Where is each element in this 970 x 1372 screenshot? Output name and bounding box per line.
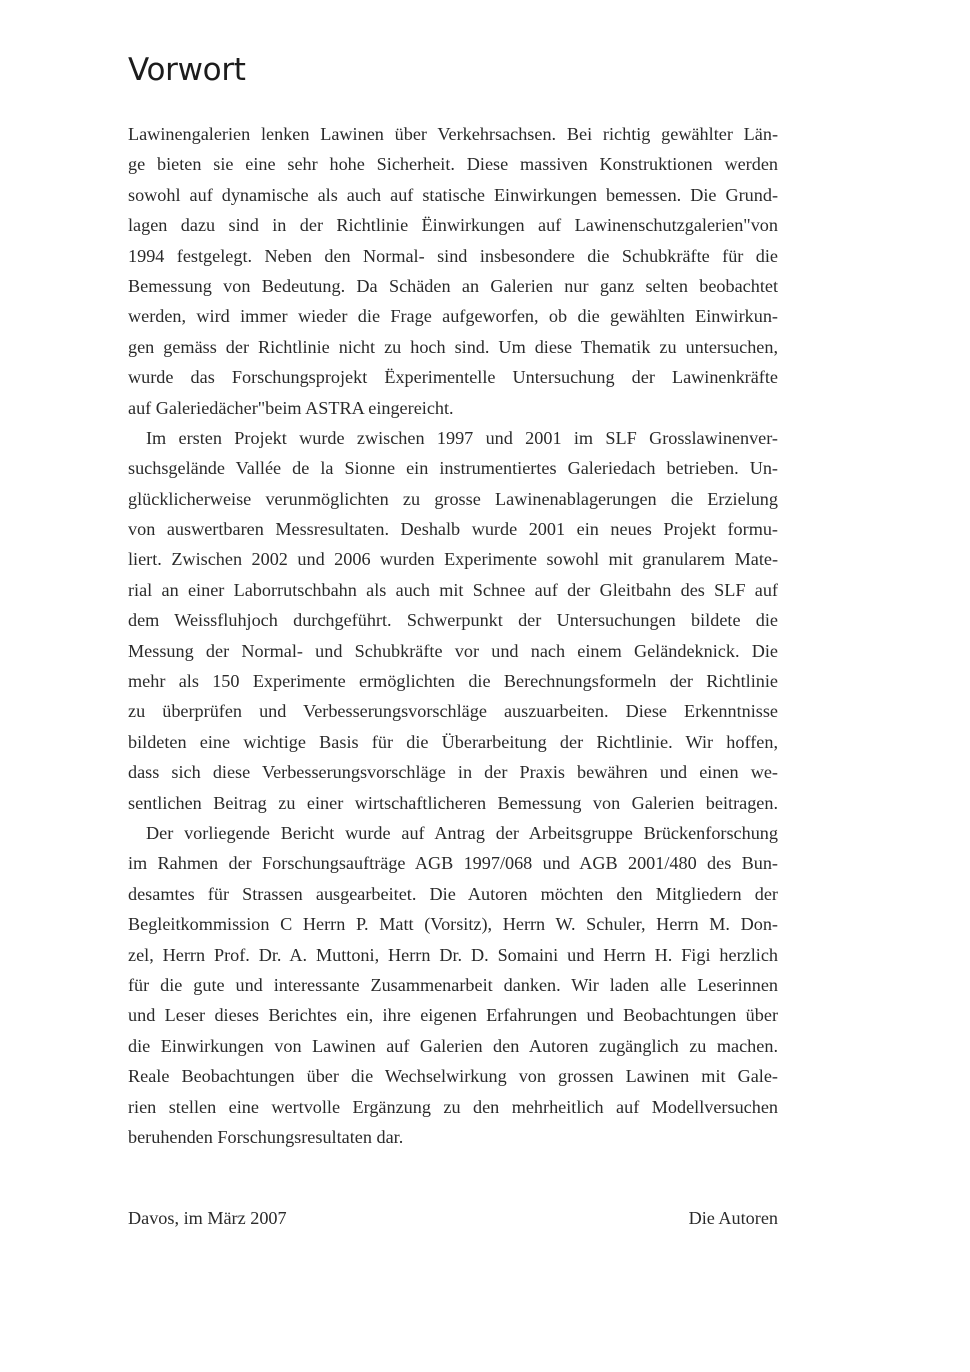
- text-line: wurde das Forschungsprojekt Ëxperimentelle Untersuchung der Lawinenkräfte: [128, 367, 778, 388]
- text-line: sowohl auf dynamische als auch auf statische Einwirkungen bemessen. Die Grund-: [128, 184, 778, 205]
- text-line: auf Galeriedächer"beim ASTRA eingereicht.: [128, 397, 454, 418]
- text-line: Begleitkommission C Herrn P. Matt (Vorsitz), Herrn W. Schuler, Herrn M. Don-: [128, 914, 778, 935]
- text-line: zel, Herrn Prof. Dr. A. Muttoni, Herrn Dr. D. Somaini und Herrn H. Figi herzlich: [128, 944, 778, 965]
- text-line: Bemessung von Bedeutung. Da Schäden an Galerien nur ganz selten beobachtet: [128, 275, 778, 296]
- text-line: beruhenden Forschungsresultaten dar.: [128, 1126, 404, 1147]
- body-text: [128, 119, 778, 1152]
- text-line: zu überprüfen und Verbesserungsvorschläge auszuarbeiten. Diese Erkenntnisse: [128, 701, 778, 722]
- text-line: die Einwirkungen von Lawinen auf Galerien den Autoren zugänglich zu machen.: [128, 1035, 778, 1056]
- text-line: rien stellen eine wertvolle Ergänzung zu den mehrheitlich auf Modellversuchen: [128, 1096, 778, 1117]
- text-line: und Leser dieses Berichtes ein, ihre eigenen Erfahrungen und Beobachtungen über: [128, 1005, 778, 1026]
- text-line: suchsgelände Vallée de la Sionne ein instrumentiertes Galeriedach betrieben. Un-: [128, 458, 778, 479]
- text-line: bildeten eine wichtige Basis für die Überarbeitung der Richtlinie. Wir hoffen,: [128, 731, 778, 752]
- signature: Die Autoren: [688, 1208, 778, 1228]
- text-line: im Rahmen der Forschungsaufträge AGB 1997/068 und AGB 2001/480 des Bun-: [128, 853, 778, 874]
- text-line: Der vorliegende Bericht wurde auf Antrag der Arbeitsgruppe Brückenforschung: [146, 822, 778, 843]
- text-line: sentlichen Beitrag zu einer wirtschaftlicheren Bemessung von Galerien beitragen.: [128, 792, 778, 813]
- text-line: mehr als 150 Experimente ermöglichten die Berechnungsformeln der Richtlinie: [128, 671, 778, 692]
- text-line: Messung der Normal- und Schubkräfte vor und nach einem Geländeknick. Die: [128, 640, 778, 661]
- text-line: lagen dazu sind in der Richtlinie Ëinwirkungen auf Lawinenschutzgalerien"von: [128, 215, 778, 236]
- place-date: Davos, im März 2007: [128, 1208, 287, 1228]
- text-line: dass sich diese Verbesserungsvorschläge in der Praxis bewähren und einen we-: [128, 762, 778, 783]
- text-line: für die gute und interessante Zusammenarbeit danken. Wir laden alle Leserinnen: [128, 974, 778, 995]
- text-line: Reale Beobachtungen über die Wechselwirkung von grossen Lawinen mit Gale-: [128, 1066, 778, 1087]
- text-line: desamtes für Strassen ausgearbeitet. Die Autoren möchten den Mitgliedern der: [128, 883, 778, 904]
- text-line: rial an einer Laborrutschbahn als auch mit Schnee auf der Gleitbahn des SLF auf: [128, 579, 778, 600]
- text-line: 1994 festgelegt. Neben den Normal- sind insbesondere die Schubkräfte für die: [128, 245, 778, 266]
- text-line: werden, wird immer wieder die Frage aufgeworfen, ob die gewählten Einwirkun-: [128, 306, 778, 327]
- text-line: liert. Zwischen 2002 und 2006 wurden Experimente sowohl mit granularem Mate-: [128, 549, 778, 570]
- text-line: Im ersten Projekt wurde zwischen 1997 und 2001 im SLF Grosslawinenver-: [146, 427, 778, 448]
- text-line: ge bieten sie eine sehr hohe Sicherheit. Diese massiven Konstruktionen werden: [128, 154, 778, 175]
- text-line: gen gemäss der Richtlinie nicht zu hoch sind. Um diese Thematik zu untersuchen,: [128, 336, 778, 357]
- text-line: glücklicherweise verunmöglichten zu grosse Lawinenablagerungen die Erzielung: [128, 488, 778, 509]
- text-line: dem Weissfluhjoch durchgeführt. Schwerpunkt der Untersuchungen bildete die: [128, 610, 778, 631]
- page-title: Vorwort: [128, 52, 246, 88]
- text-line: von auswertbaren Messresultaten. Deshalb wurde 2001 ein neues Projekt formu-: [128, 519, 778, 540]
- text-line: Lawinengalerien lenken Lawinen über Verkehrsachsen. Bei richtig gewählter Län-: [128, 124, 778, 144]
